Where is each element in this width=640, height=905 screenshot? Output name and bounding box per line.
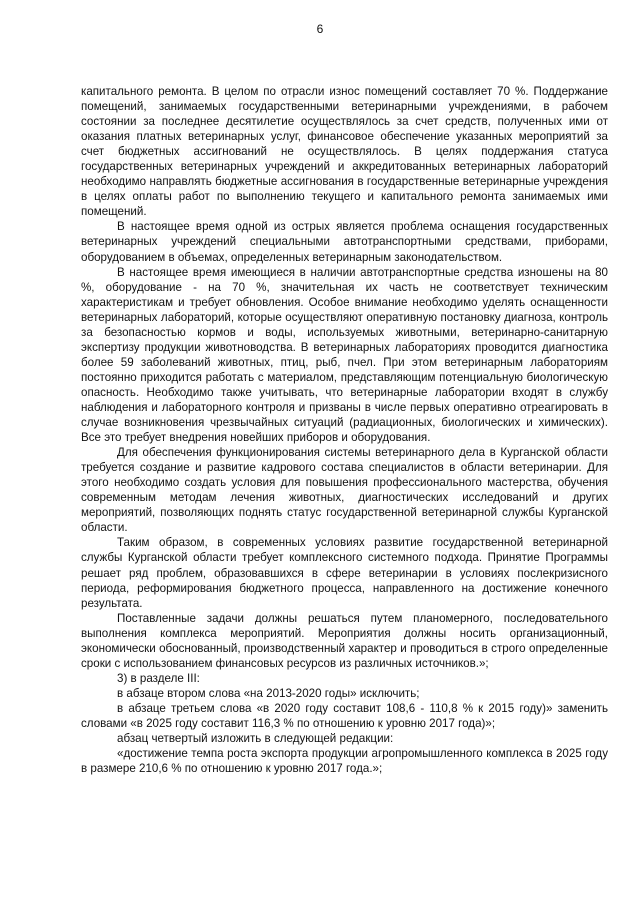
paragraph-new-text: «достижение темпа роста экспорта продукции агропромышленного комплекса в 2025 году в размере 210,6 % по отношению к уровню 2017 года.»; [81, 747, 608, 776]
paragraph-staff-development: Для обеспечения функционирования системы ветеринарного дела в Курганской области требуется создание и развитие кадрового состава специалистов в области ветеринарии. Для этого необходимо создать условия для повышения профессионального мастерства, обучения современным методам лечения животных, диагностических исследований и других мероприятий, позволяющих поднять статус государственной ветеринарной службы Курганской области. [81, 446, 608, 535]
paragraph-vehicle-wear: В настоящее время имеющиеся в наличии автотранспортные средства изношены на 80 %, оборудование - на 70 %, значительная их часть не соответствует техническим характеристикам и требует обновления. Особое внимание необходимо уделять оснащенности ветеринарных лабораторий, которые осуществляют оперативную постановку диагноза, контроль за безопасностью кормов и воды, используемых животными, ветеринарно-санитарную экспертизу продукции животноводства. В ветеринарных лабораториях проводится диагностика более 59 заболеваний животных, птиц, рыб, пчел. При этом ветеринарным лабораториям постоянно приходится работать с материалом, представляющим потенциальную биологическую опасность. Необходимо также учитывать, что ветеринарные лаборатории входят в службу наблюдения и лабораторного контроля и призваны в числе первых оперативно отреагировать в случае возникновения чрезвычайных ситуаций (радиационных, биологических и химических). Все это требует внедрения новейших приборов и оборудования. [81, 265, 608, 445]
paragraph-section-3: 3) в разделе III: [117, 671, 200, 685]
paragraph-repair-funding: капитального ремонта. В целом по отрасли износ помещений составляет 70 %. Поддержание помещений, занимаемых государственными ветеринарными учреждениями, в рабочем состоянии за последнее десятилетие осуществлялось за счет средств, полученных ими от оказания платных ветеринарных услуг, финансовое обеспечение указанных мероприятий за счет бюджетных ассигнований не осуществлялось. В целях поддержания статуса государственных ветеринарных учреждений и аккредитованных ветеринарных лабораторий необходимо направлять бюджетные ассигнования в государственные ветеринарные учреждения в целях оплаты работ по выполнению текущего и капитального ремонта занимаемых ими помещений. [81, 85, 608, 219]
paragraph-equipment-problem: В настоящее время одной из острых является проблема оснащения государственных ветеринарных учреждений специальными автотранспортными средствами, приборами, оборудованием в объемах, определенных ветеринарным законодательством. [81, 220, 608, 264]
paragraph-amendment-4: абзац четвертый изложить в следующей редакции: [117, 732, 394, 746]
document-body [81, 84, 608, 776]
paragraph-tasks: Поставленные задачи должны решаться путем планомерного, последовательного выполнения комплекса мероприятий. Мероприятия должны носить организационный, экономически обоснованный, производственный характер и проводиться в строго определенные сроки с использованием финансовых ресурсов из различных источников.»; [81, 611, 608, 670]
paragraph-amendment-2: в абзаце втором слова «на 2013-2020 годы» исключить; [117, 686, 420, 700]
paragraph-amendment-3: в абзаце третьем слова «в 2020 году составит 108,6 - 110,8 % к 2015 году)» заменить словами «в 2025 году составит 116,3 % по отношению к уровню 2017 года)»; [81, 701, 608, 730]
page-number: 6 [316, 22, 324, 36]
paragraph-program-adoption: Таким образом, в современных условиях развитие государственной ветеринарной службы Курганской области требует комплексного системного подхода. Принятие Программы решает ряд проблем, образовавшихся в сфере ветеринарии в условиях послекризисного периода, реформирования бюджетного процесса, направленного на достижение конечного результата. [81, 536, 608, 610]
